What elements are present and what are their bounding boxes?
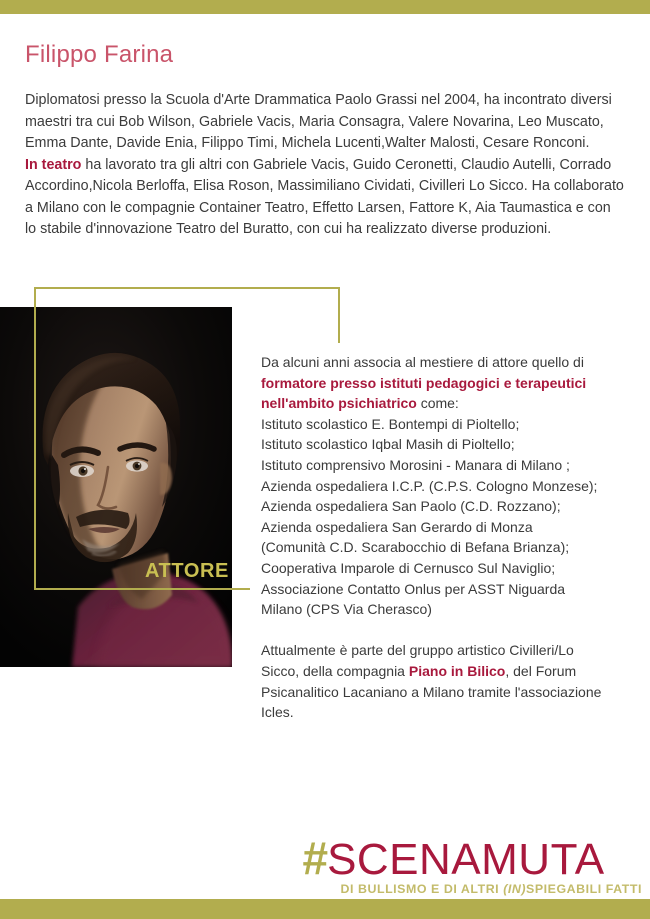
list-item: Azienda ospedaliera San Paolo (C.D. Rozzano); — [261, 498, 561, 515]
list-item: Istituto scolastico E. Bontempi di Pioltello; — [261, 415, 520, 432]
bracket-top-line — [34, 287, 340, 289]
piano-in-bilico-highlight: Piano in Bilico — [408, 662, 506, 679]
scenamuta-logo — [302, 832, 642, 896]
portrait-photo — [0, 307, 232, 667]
list-item: Istituto comprensivo Morosini - Manara di Milano ; — [261, 456, 570, 473]
closing-start: Attualmente è parte del gruppo artistico Civilleri/Lo Sicco, della compagnia — [261, 642, 574, 679]
page-title: Filippo Farina — [25, 41, 174, 68]
logo-wordmark — [302, 832, 642, 885]
list-item: Milano (CPS Via Cherasco) — [261, 601, 432, 618]
portrait-caption: ATTORE — [145, 560, 229, 582]
intro-paragraph-2-rest: ha lavorato tra gli altri con Gabriele Vacis, Guido Ceronetti, Claudio Autelli, Corrado Accordino,Nicola Berloffa, Elisa Roson, Massimiliano Cividati, Civilleri Lo Sicco. Ha collaborato a Milano con le compagnie Container Teatro, Effetto Larsen, Fattore K, Aia Taumastica e con lo stabile d'innovazione Teatro del Buratto, con cui ha realizzato diverse produzioni. — [25, 156, 624, 237]
lede-start: Da alcuni anni associa al mestiere di attore quello di — [261, 354, 584, 370]
intro-text-block — [25, 90, 625, 241]
portrait-illustration — [0, 307, 232, 667]
list-item: Azienda ospedaliera I.C.P. (C.P.S. Cologno Monzese); — [261, 477, 598, 494]
hash-icon: # — [302, 832, 328, 885]
list-item: Cooperativa Imparole di Cernusco Sul Naviglio; — [261, 559, 556, 576]
logo-word: SCENAMUTA — [327, 835, 605, 885]
institution-list — [261, 414, 611, 620]
top-gold-bar — [0, 0, 650, 14]
right-column-lede — [261, 352, 611, 414]
list-item: Associazione Contatto Onlus per ASST Niguarda — [261, 580, 566, 597]
list-item: Azienda ospedaliera San Gerardo di Monza — [261, 518, 533, 535]
list-item: Istituto scolastico Iqbal Masih di Pioltello; — [261, 436, 515, 453]
tagline-italic-in: (IN) — [503, 881, 527, 896]
right-column-text-block — [261, 352, 611, 723]
intro-paragraph-2 — [25, 155, 625, 241]
logo-tagline — [340, 883, 642, 895]
tagline-part-1: DI BULLISMO E DI ALTRI — [340, 881, 504, 896]
closing-end: , del Forum Psicanalitico Lacaniano a Milano tramite l'associazione Icles. — [261, 662, 602, 721]
right-column-closing — [261, 640, 611, 722]
lede-end: come: — [416, 395, 459, 412]
in-teatro-highlight: In teatro — [25, 156, 82, 173]
tagline-part-2: SPIEGABILI FATTI — [526, 881, 642, 896]
intro-paragraph-1: Diplomatosi presso la Scuola d'Arte Drammatica Paolo Grassi nel 2004, ha incontrato diversi maestri tra cui Bob Wilson, Gabriele Vacis, Maria Consagra, Valere Novarina, Leo Muscato, Emma Dante, Davide Enia, Filippo Timi, Michela Lucenti,Walter Malosti, Cesare Ronconi. — [25, 92, 612, 151]
bottom-gold-bar — [0, 899, 650, 919]
list-item: (Comunità C.D. Scarabocchio di Befana Brianza); — [261, 539, 570, 556]
formatore-highlight: formatore presso istituti pedagogici e terapeutici nell'ambito psichiatrico — [261, 374, 587, 412]
bracket-right-line — [338, 287, 340, 343]
